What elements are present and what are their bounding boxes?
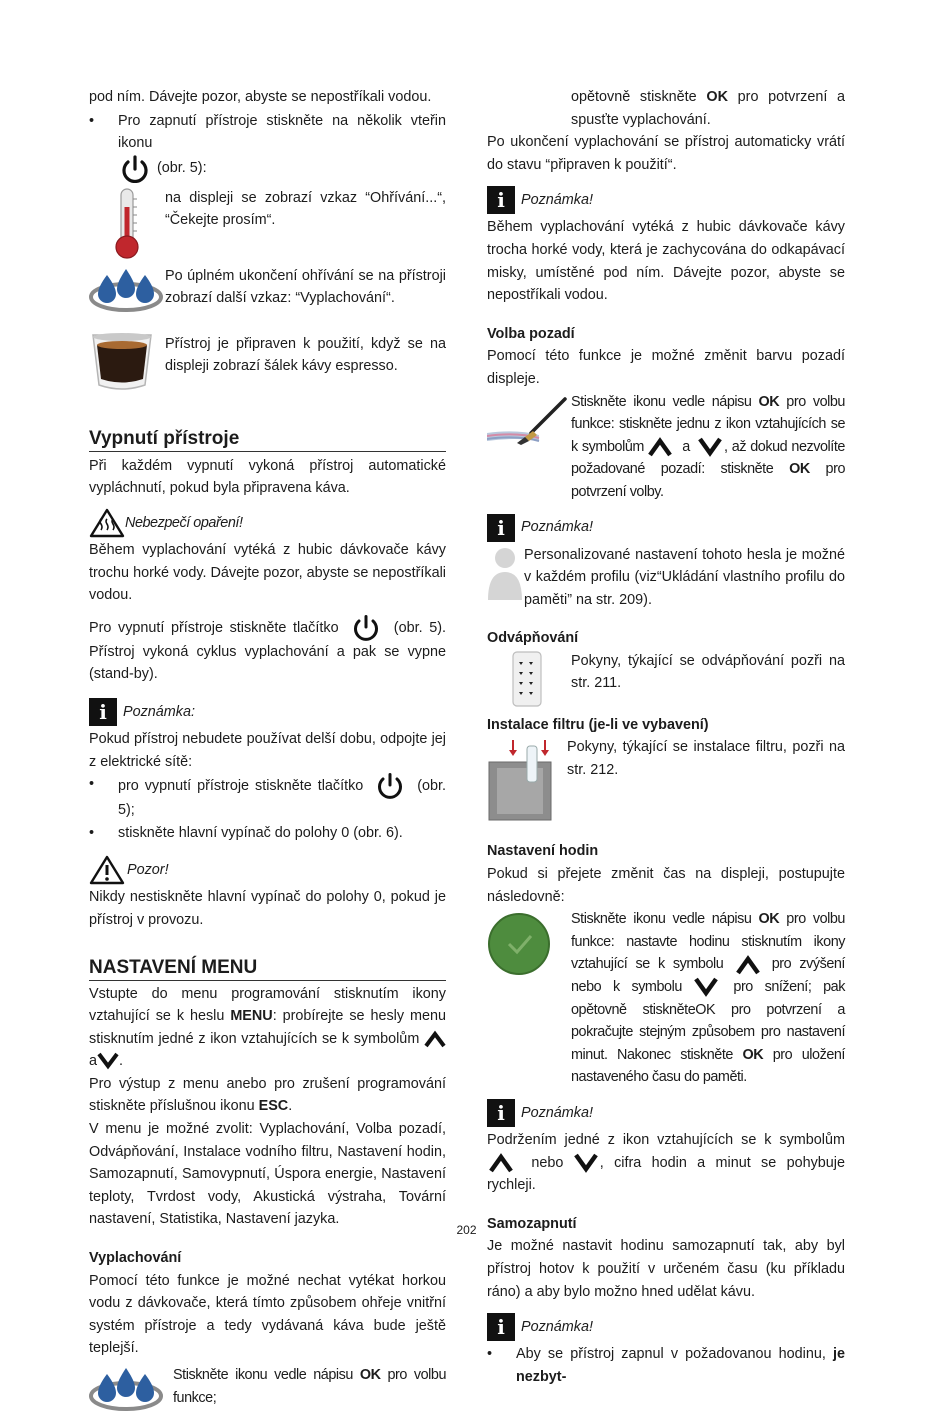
- subsection-title: Odvápňování: [487, 630, 579, 647]
- paragraph: Během vyplachování vytéká z hubic dávkovače kávy trocha horké vody, která je zachycována do odkapávací misky, umístěné pod ním. Dávejte pozor, abyste se nepostříkali vodou.: [487, 219, 845, 304]
- text-span: (obr. 5). Přístroj vykoná cyklus vyplachování a pak se vypne (stand-by).: [89, 619, 446, 683]
- text-span: Stiskněte ikonu vedle nápisu: [173, 1367, 360, 1383]
- down-chevron-icon: [97, 1052, 119, 1070]
- figure-reference: (obr. 5):: [157, 160, 207, 177]
- text-span: : probírejte se hesly menu stisknutím jedné z ikon vztahujících se k symbolům: [89, 1008, 446, 1047]
- text-span: pro volbu funkce;: [173, 1367, 446, 1406]
- note-heading: [487, 1097, 845, 1129]
- profile-note: [487, 544, 845, 612]
- profile-icon: [487, 544, 523, 602]
- text-span: ESC: [258, 1098, 289, 1115]
- subsection-title: Nastavení hodin: [487, 843, 599, 860]
- text-span: OK: [758, 911, 780, 928]
- danger-label: Nebezpečí opaření!: [125, 514, 243, 531]
- down-chevron-icon: [574, 1153, 598, 1173]
- descaler-bottle-icon: [511, 650, 543, 708]
- text-span: opětovně stiskněte: [571, 89, 707, 105]
- info-icon: i: [487, 1313, 515, 1341]
- paragraph: [89, 615, 446, 686]
- background-instruction: [487, 391, 845, 504]
- info-icon: i: [487, 186, 515, 214]
- down-chevron-icon: [694, 977, 718, 997]
- info-icon: i: [89, 698, 117, 726]
- down-chevron-icon: [698, 437, 722, 457]
- list-item: • stiskněte hlavní vypínač do polohy 0 (obr. 6).: [89, 822, 446, 845]
- paragraph: Pokyny, týkající se instalace filtru, pozři na str. 212.: [567, 739, 845, 779]
- caution-label: Pozor!: [127, 862, 169, 879]
- paragraph: Pokyny, týkající se odvápňování pozři na str. 211.: [571, 652, 845, 692]
- text-span: .: [288, 1098, 293, 1115]
- note-label: Poznámka!: [521, 1104, 593, 1121]
- descale-row: [487, 650, 845, 710]
- paragraph: [89, 983, 446, 1073]
- text-span: pro vypnutí přístroje stiskněte tlačítko: [118, 777, 364, 794]
- text-span: OK: [789, 461, 810, 478]
- filter-row: [487, 736, 845, 828]
- page-number: 202: [456, 1223, 477, 1237]
- danger-heading: [89, 507, 446, 539]
- text-span: OK: [742, 1046, 764, 1063]
- text-span: Aby se přístroj zapnul v požadovanou hodinu,: [516, 1346, 833, 1363]
- ready-step: [89, 329, 446, 399]
- text-span: pro potvrzení volby.: [571, 461, 846, 500]
- text-span: Podržením jedné z ikon vztahujících se k symbolům: [487, 1132, 845, 1148]
- paragraph: Při každém vypnutí vykoná přístroj automatické vypláchnutí, pokud byla připravena káva.: [89, 457, 446, 497]
- list-item: [89, 773, 446, 822]
- thermometer-icon: [110, 187, 144, 261]
- text-span: pro snížení; pak opětovně stiskněteOK pro potvrzení a pokračujte stejným způsobem pro nastavení minut. Nakonec stiskněte: [571, 979, 845, 1063]
- text-span: Vstupte do menu programování stisknutím ikony vztahující se k heslu: [89, 985, 446, 1025]
- step-text: [173, 1364, 446, 1409]
- text-span: , cifra hodin a minut se pohybuje rychleji.: [487, 1154, 846, 1194]
- text-span: pro volbu funkce: nastavte hodinu stisknutím ikony vztahující se k symbolu: [571, 911, 845, 973]
- paragraph: [89, 1073, 446, 1118]
- paragraph: Po ukončení vyplachování se přístroj automaticky vrátí do stavu “připraven k použití“.: [487, 134, 845, 173]
- step-text: Přístroj je připraven k použití, když se na displeji zobrazí šálek kávy espresso.: [165, 335, 446, 375]
- text-span: Stiskněte ikonu vedle nápisu: [571, 911, 759, 928]
- right-column: [487, 86, 845, 1388]
- note-heading: [487, 184, 845, 216]
- note-label: Poznámka:: [123, 703, 195, 720]
- list-item-text: Pro zapnutí přístroje stiskněte na několik vteřin ikonu: [118, 112, 446, 152]
- text-span: nebo: [531, 1154, 564, 1171]
- steam-warning-icon: [89, 508, 125, 538]
- note-label: Poznámka!: [521, 192, 593, 209]
- heating-step: [89, 187, 446, 261]
- note-label: Poznámka!: [521, 519, 593, 536]
- info-icon: i: [487, 1099, 515, 1127]
- paragraph: Během vyplachování vytéká z hubic dávkovače kávy trochu horké vody. Dávejte pozor, abyste se nepostříkali vodou.: [89, 541, 446, 604]
- paragraph: [487, 1129, 845, 1197]
- text-span: Pro výstup z menu anebo pro zrušení programování stiskněte příslušnou ikonu: [89, 1075, 446, 1115]
- power-icon: [119, 155, 151, 183]
- water-filter-icon: [487, 736, 559, 824]
- step-text: na displeji se zobrazí vzkaz “Ohřívání...“, “Čekejte prosím“.: [165, 189, 446, 229]
- warning-icon: [89, 855, 125, 885]
- text-span: OK: [758, 393, 780, 410]
- clock-instruction: [487, 908, 845, 1089]
- up-chevron-icon: [489, 1153, 513, 1173]
- subsection-title: Vyplachování: [89, 1250, 182, 1267]
- note-heading: [89, 696, 446, 728]
- step-text: [571, 908, 845, 1089]
- text-span: .: [119, 1053, 124, 1070]
- paragraph: Personalizované nastavení tohoto hesla je možné v každém profilu (viz“Ukládání vlastního profilu do paměti” na str. 209).: [524, 546, 845, 608]
- paragraph: Pomocí této funkce je možné změnit barvu pozadí displeje.: [487, 348, 845, 387]
- rinse-instruction: [89, 1364, 446, 1422]
- text-span: , až dokud nezvolíte požadované pozadí: stiskněte: [571, 438, 845, 478]
- paragraph: V menu je možné zvolit: Vyplachování, Volba pozadí, Odvápňování, Instalace vodního filtru, Nastavení hodin, Samozapnutí, Samovypnutí, Úspora energie, Nastavení teploty, Tvrdost vody, Akustická výstraha, Tovární nastavení, Statistika, Nastavení jazyka.: [89, 1121, 446, 1228]
- text-span: pro potvrzení a spusťte vyplachování.: [571, 89, 846, 128]
- paragraph: [487, 86, 845, 131]
- paragraph: Je možné nastavit hodinu samozapnutí tak, aby byl přístroj hotov k použití v určeném času (ku příkladu ráno) a aby bylo možno hned udělat kávu.: [487, 1238, 845, 1300]
- paragraph: Nikdy nestiskněte hlavní vypínač do polohy 0, pokud je přístroj v provozu.: [89, 889, 446, 928]
- text-span: je nezbyt-: [516, 1346, 845, 1385]
- text-span: a: [89, 1053, 98, 1070]
- text-span: OK: [359, 1367, 381, 1383]
- subsection-title: Instalace filtru (je-li ve vybavení): [487, 716, 709, 733]
- step-text: Po úplném ukončení ohřívání se na přístroji zobrazí další vzkaz: “Vyplachování“.: [165, 267, 446, 307]
- power-icon: [373, 773, 407, 799]
- water-drops-icon: [89, 1364, 163, 1414]
- section-title: NASTAVENÍ MENU: [89, 954, 446, 981]
- list-item: [89, 110, 446, 155]
- text-span: Pro vypnutí přístroje stiskněte tlačítko: [89, 619, 339, 636]
- text-span: pro volbu funkce: stiskněte jednu z ikon vztahujících se k symbolům: [571, 393, 845, 455]
- text-span: a: [682, 438, 690, 455]
- subsection-title: Volba pozadí: [487, 325, 575, 342]
- note-heading: [487, 512, 845, 544]
- paragraph: pod ním. Dávejte pozor, abyste se nepostříkali vodou.: [89, 89, 432, 105]
- caution-heading: [89, 854, 446, 886]
- power-line: [119, 155, 446, 183]
- paragraph: Pokud přístroj nebudete používat delší dobu, odpojte jej z elektrické sítě:: [89, 730, 446, 770]
- text-span: (obr. 5);: [118, 777, 447, 819]
- step-text: [571, 391, 845, 504]
- paragraph: Pomocí této funkce je možné nechat vytékat horkou vodu z dávkovače, která tímto způsobem ohřeje vnitřní systém přístroje a tedy vydávaná káva bude ještě teplejší.: [89, 1272, 446, 1357]
- note-heading: [487, 1311, 845, 1343]
- text-span: MENU: [230, 1008, 273, 1025]
- section-title: Vypnutí přístroje: [89, 425, 446, 452]
- text-span: Stiskněte ikonu vedle nápisu: [571, 393, 759, 410]
- list-item: [487, 1343, 845, 1388]
- text-span: pro zvýšení nebo k symbolu: [571, 956, 845, 996]
- up-chevron-icon: [736, 955, 760, 975]
- espresso-cup-icon: [89, 329, 155, 393]
- up-chevron-icon: [648, 437, 672, 457]
- text-span: OK: [706, 89, 728, 105]
- info-icon: i: [487, 514, 515, 542]
- note-label: Poznámka!: [521, 1318, 593, 1335]
- paragraph: Pokud si přejete změnit čas na displeji, postupujte následovně:: [487, 866, 845, 905]
- rinse-step: [89, 265, 446, 323]
- water-drops-icon: [89, 265, 163, 315]
- paintbrush-icon: [487, 395, 569, 447]
- up-chevron-icon: [424, 1030, 446, 1048]
- subsection-title: Samozapnutí: [487, 1215, 577, 1232]
- text-span: pro uložení nastaveného času do paměti.: [571, 1046, 845, 1086]
- power-icon: [349, 615, 383, 641]
- clock-button-icon: [487, 912, 551, 976]
